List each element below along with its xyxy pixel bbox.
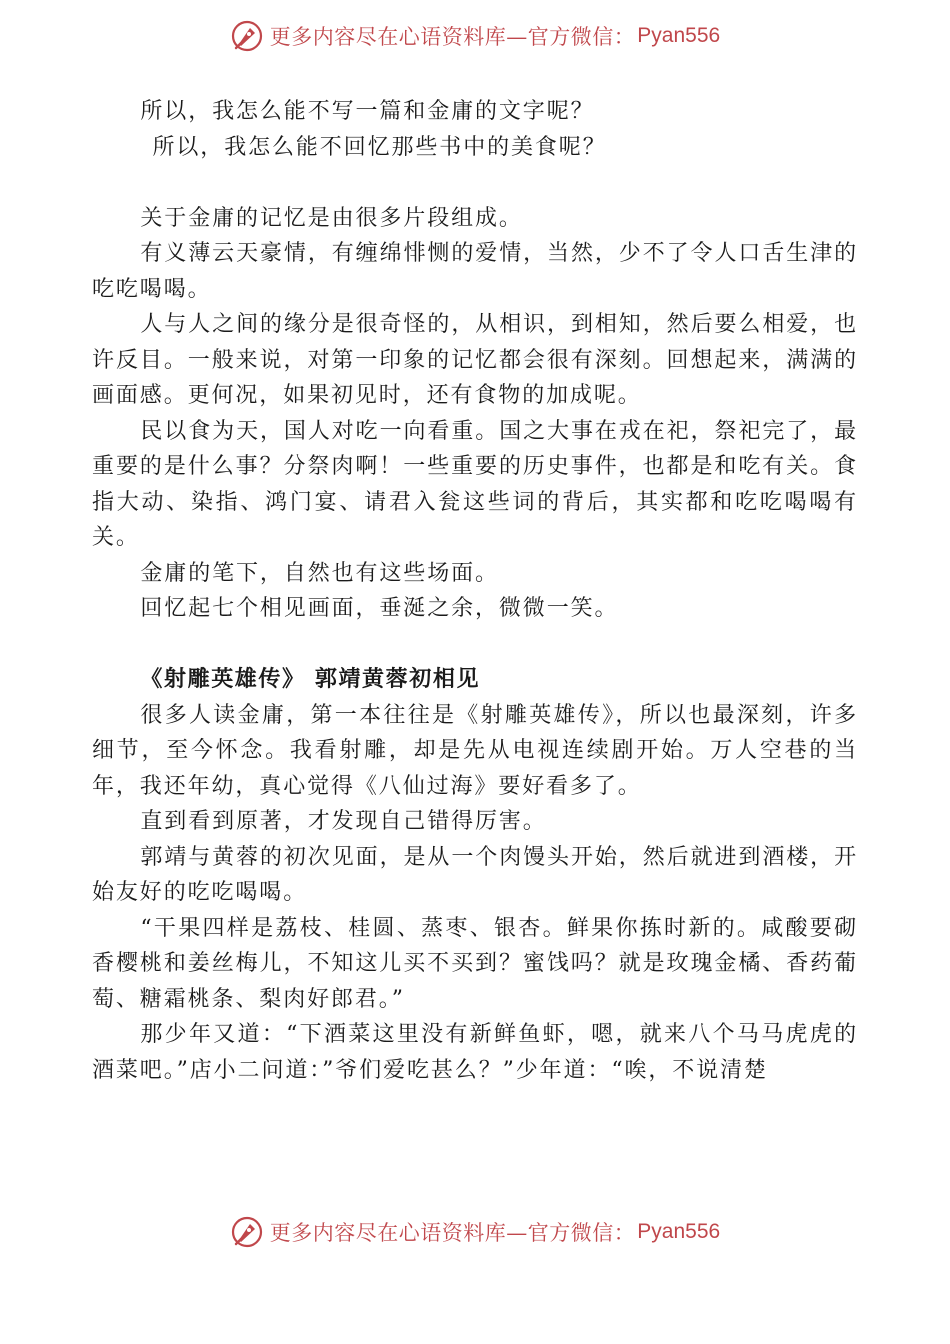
paragraph: 所以，我怎么能不写一篇和金庸的文字呢？ (140, 99, 595, 124)
banner-text: 更多内容尽在心语资料库—官方微信： (269, 25, 636, 49)
banner-wechat-id: Pyan556 (637, 24, 721, 47)
pen-nib-logo-icon (230, 1215, 264, 1249)
paragraph: 郭靖与黄蓉的初次见面，是从一个肉馒头开始，然后就进到酒楼，开始友好的吃吃喝喝。 (92, 844, 858, 905)
paragraph: 所以，我怎么能不回忆那些书中的美食呢？ (152, 134, 607, 160)
blank-line (92, 165, 858, 201)
pen-nib-logo-icon (230, 19, 264, 53)
section-heading: 《射雕英雄传》 郭靖黄蓉初相见 (140, 666, 481, 692)
footer-banner (0, 1212, 950, 1252)
blank-line (92, 627, 858, 663)
paragraph: 金庸的笔下，自然也有这些场面。 (140, 560, 499, 586)
banner-text: 更多内容尽在心语资料库—官方微信： (269, 1221, 636, 1245)
paragraph: 关于金庸的记忆是由很多片段组成。 (140, 205, 523, 231)
banner-wechat-id: Pyan556 (637, 1220, 721, 1243)
paragraph: “干果四样是荔枝、桂圆、蒸枣、银杏。鲜果你拣时新的。咸酸要砌香樱桃和姜丝梅儿，不知这儿买不买到？蜜饯吗？就是玫瑰金橘、香药葡萄、糖霜桃条、梨肉好郎君。” (92, 915, 858, 1012)
paragraph: 很多人读金庸，第一本往往是《射雕英雄传》，所以也最深刻，许多细节，至今怀念。我看射雕，却是先从电视连续剧开始。万人空巷的当年，我还年幼，真心觉得《八仙过海》要好看多了。 (92, 702, 858, 799)
paragraph: 直到看到原著，才发现自己错得厉害。 (140, 809, 547, 834)
paragraph: 人与人之间的缘分是很奇怪的，从相识，到相知，然后要么相爱，也许反目。一般来说，对第一印象的记忆都会很有深刻。回想起来，满满的画面感。更何况，如果初见时，还有食物的加成呢。 (92, 312, 858, 408)
paragraph: 民以食为天，国人对吃一向看重。国之大事在戎在祀，祭祀完了，最重要的是什么事？分祭肉啊！一些重要的历史事件，也都是和吃有关。食指大动、染指、鸿门宴、请君入瓮这些词的背后，其实都和吃吃喝喝有关。 (92, 418, 858, 550)
paragraph: 有义薄云天豪情，有缠绵悱恻的爱情，当然，少不了令人口舌生津的吃吃喝喝。 (92, 241, 858, 302)
paragraph: 回忆起七个相见画面，垂涎之余，微微一笑。 (140, 596, 619, 621)
document-body (92, 94, 858, 1088)
paragraph: 那少年又道：“下酒菜这里没有新鲜鱼虾，嗯，就来八个马马虎虎的酒菜吧。”店小二问道：”爷们爱吃甚么？”少年道：“唉，不说清楚 (92, 1022, 858, 1083)
header-banner (0, 16, 950, 56)
